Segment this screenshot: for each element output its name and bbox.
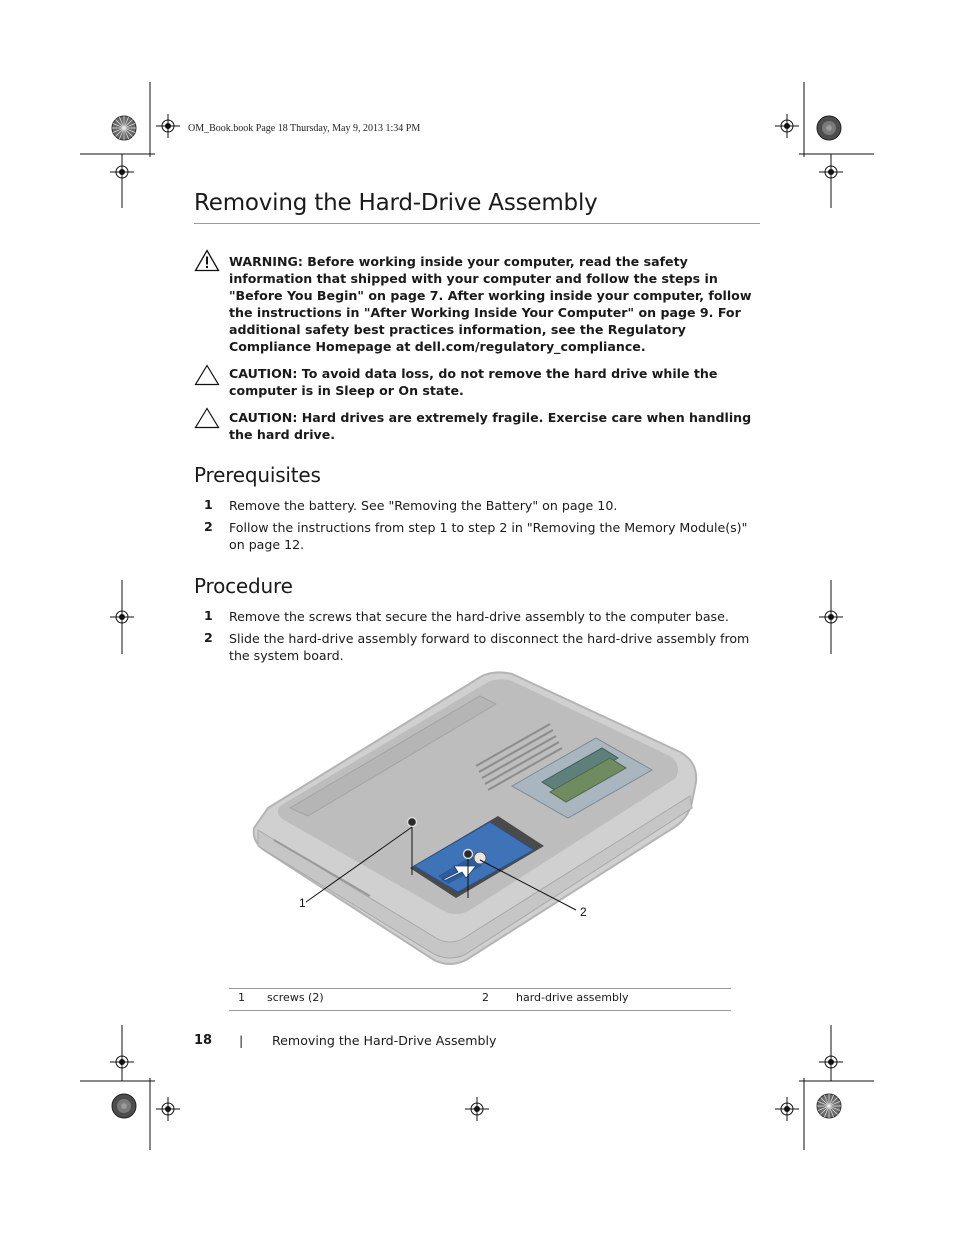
prereq-step-text: Follow the instructions from step 1 to step 2 in "Removing the Memory Module(s)" on page 12.	[229, 520, 748, 552]
legend-number: 1	[238, 991, 245, 1004]
prerequisites-heading: Prerequisites	[194, 463, 321, 487]
legend-bottom-rule	[229, 1010, 731, 1011]
callout-2: 2	[580, 905, 587, 919]
page-title: Removing the Hard-Drive Assembly	[194, 190, 598, 216]
prereq-step-number: 1	[204, 497, 213, 512]
warning-text: WARNING: Before working inside your computer, read the safety information that shipped with your computer and follow the steps in "Before You Begin" on page 7. After working inside your computer, follow the instructions in "After Working Inside Your Computer" on page 9. For additional safety best practices information, see the Regulatory Compliance Homepage at dell.com/regulatory_compliance.	[229, 254, 752, 354]
caution-icon	[194, 407, 220, 429]
callout-1: 1	[299, 896, 306, 910]
caution-icon	[194, 364, 220, 386]
page-number: 18	[194, 1033, 213, 1048]
prereq-step-number: 2	[204, 519, 213, 534]
caution-fragile: CAUTION: Hard drives are extremely fragile. Exercise care when handling the hard drive.	[229, 410, 752, 442]
laptop-underside-illustration	[250, 670, 700, 970]
legend-label: screws (2)	[267, 991, 324, 1004]
legend-label: hard-drive assembly	[516, 991, 629, 1004]
procedure-step-text: Slide the hard-drive assembly forward to disconnect the hard-drive assembly from the system board.	[229, 631, 750, 663]
procedure-step-number: 1	[204, 608, 213, 623]
procedure-step-number: 2	[204, 630, 213, 645]
footer-separator: |	[239, 1033, 244, 1048]
print-slug: OM_Book.book Page 18 Thursday, May 9, 2013 1:34 PM	[188, 123, 421, 134]
procedure-step-text: Remove the screws that secure the hard-drive assembly to the computer base.	[229, 609, 729, 624]
prereq-step-text: Remove the battery. See "Removing the Battery" on page 10.	[229, 498, 618, 513]
legend-top-rule	[229, 988, 731, 989]
procedure-heading: Procedure	[194, 574, 293, 598]
footer-section-title: Removing the Hard-Drive Assembly	[272, 1033, 497, 1048]
caution-data-loss: CAUTION: To avoid data loss, do not remove the hard drive while the computer is in Sleep or On state.	[229, 366, 718, 398]
legend-number: 2	[482, 991, 489, 1004]
warning-icon	[194, 249, 220, 272]
title-rule	[194, 223, 760, 224]
